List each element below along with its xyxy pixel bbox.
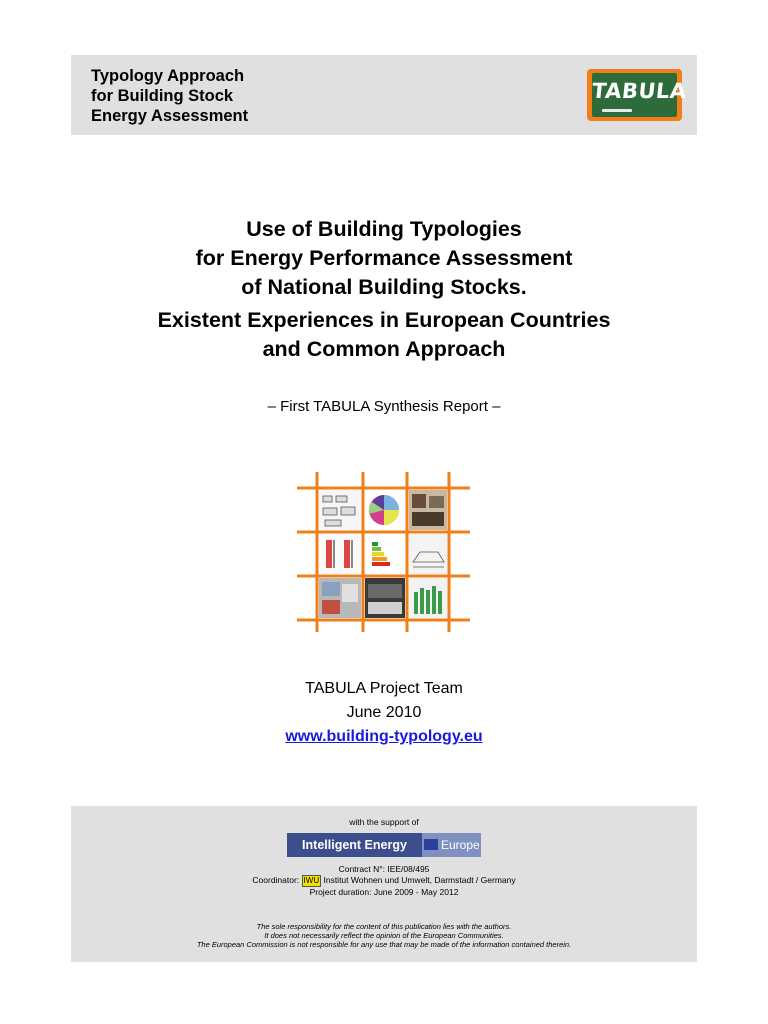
- header-text: [91, 66, 248, 126]
- report-title: [0, 215, 768, 364]
- report-subtitle: – First TABULA Synthesis Report –: [267, 398, 501, 415]
- chalk-icon: [602, 109, 632, 112]
- publication-info: [0, 677, 768, 749]
- title-line-1: Use of Building Typologies: [246, 217, 522, 241]
- title-line-4: Existent Experiences in European Countries: [157, 308, 611, 332]
- contract-info: [71, 864, 697, 898]
- project-team: TABULA Project Team: [305, 680, 463, 697]
- project-duration: Project duration: June 2009 - May 2012: [309, 887, 459, 897]
- header-box: [71, 55, 697, 135]
- chalkboard-icon: [590, 73, 688, 117]
- logo-text: TABULA: [590, 79, 688, 103]
- disclaimer-line-1: The sole responsibility for the content of this publication lies with the authors.: [256, 922, 512, 931]
- disclaimer-line-2: It does not necessarily reflect the opinion of the European Communities.: [264, 931, 504, 940]
- intelligent-energy-europe-logo: [287, 833, 481, 857]
- website-link[interactable]: www.building-typology.eu: [285, 728, 483, 745]
- header-line-3: Energy Assessment: [91, 107, 249, 125]
- title-line-2: for Energy Performance Assessment: [195, 246, 573, 270]
- coordinator-name: Institut Wohnen und Umwelt, Darmstadt / Germany: [323, 875, 516, 885]
- iee-europe-text: Europe: [441, 838, 480, 852]
- typology-collage-image: [292, 472, 472, 632]
- footer-box: [71, 806, 697, 962]
- support-text: with the support of: [349, 817, 419, 827]
- coordinator-label: Coordinator:: [252, 875, 300, 885]
- title-line-3: of National Building Stocks.: [241, 275, 527, 299]
- iee-logo-left: Intelligent Energy: [287, 833, 422, 857]
- header-line-2: for Building Stock: [91, 87, 234, 105]
- contract-number: Contract N°: IEE/08/495: [338, 864, 430, 874]
- coordinator-line: [71, 875, 697, 887]
- disclaimer-line-3: The European Commission is not responsible for any use that may be made of the information contained therein.: [196, 940, 572, 949]
- title-line-5: and Common Approach: [262, 337, 506, 361]
- publication-date: June 2010: [346, 704, 422, 721]
- iwu-logo: IWU: [303, 876, 320, 885]
- iee-logo-right: [422, 833, 481, 857]
- disclaimer: [71, 922, 697, 949]
- header-line-1: Typology Approach: [91, 67, 245, 85]
- eu-flag-icon: [424, 839, 438, 850]
- tabula-logo: [587, 69, 688, 121]
